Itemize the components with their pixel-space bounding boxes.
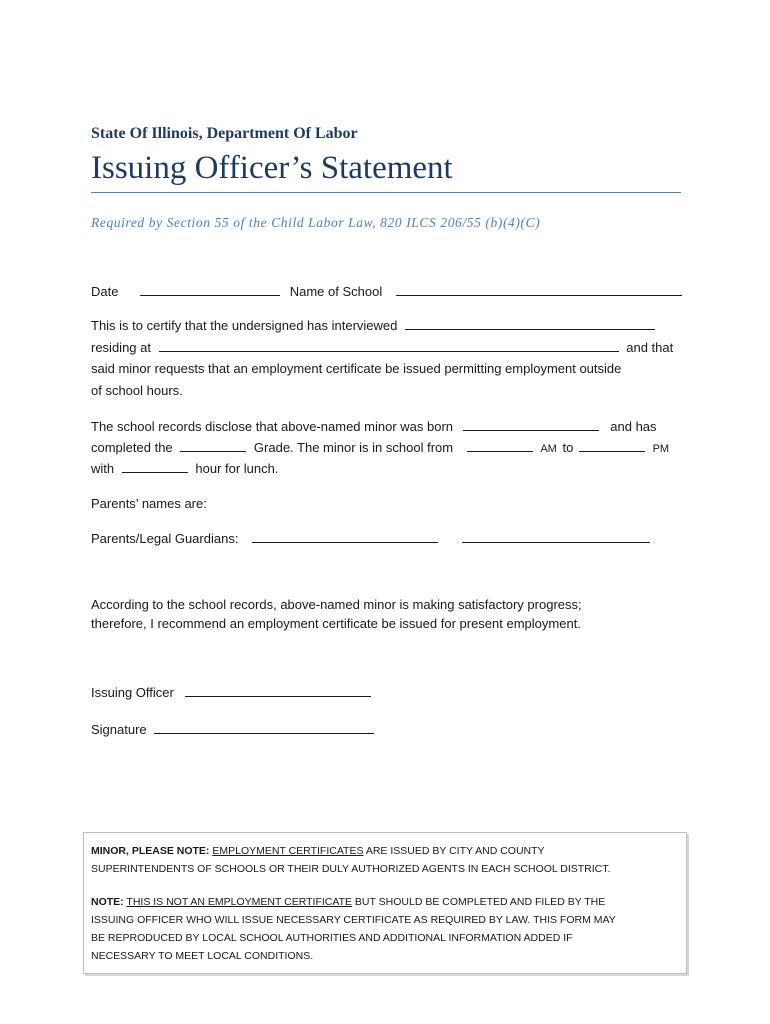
signature-label: Signature	[91, 722, 147, 737]
statute-subtitle: Required by Section 55 of the Child Labor Law, 820 ILCS 206/55 (b)(4)(C)	[91, 215, 541, 230]
officer-line	[91, 682, 371, 703]
certify-line	[91, 315, 655, 336]
school-label: Name of School	[289, 284, 383, 299]
date-field[interactable]	[140, 283, 280, 296]
and-has-text: and has	[610, 419, 657, 434]
grade-line	[91, 437, 669, 460]
birth-date-field[interactable]	[463, 418, 599, 431]
progress-line-2: therefore, I recommend an employment certificate be issued for present employment.	[91, 616, 581, 631]
to-text: to	[562, 440, 574, 455]
lunch-hour-field[interactable]	[122, 460, 188, 473]
guardian-1-field[interactable]	[252, 530, 438, 543]
records-text: The school records disclose that above-named minor was born	[91, 419, 454, 434]
residing-label: residing at	[91, 340, 151, 355]
note-label: NOTE:	[91, 896, 124, 908]
issuing-officer-field[interactable]	[185, 684, 371, 697]
date-school-row	[91, 281, 682, 302]
pm-label: PM	[652, 443, 670, 455]
parents-names-label: Parents’ names are:	[91, 496, 207, 511]
minor-note-underlined: EMPLOYMENT CERTIFICATES	[212, 845, 364, 857]
note-line-3: BE REPRODUCED BY LOCAL SCHOOL AUTHORITIES AND ADDITIONAL INFORMATION ADDED IF	[91, 932, 573, 944]
signature-line	[91, 719, 374, 740]
page-title: Issuing Officer’s Statement	[91, 150, 453, 186]
progress-line-1: According to the school records, above-named minor is making satisfactory progress;	[91, 597, 582, 612]
school-name-field[interactable]	[396, 283, 682, 296]
residing-address-field[interactable]	[159, 339, 619, 352]
with-text: with	[91, 461, 115, 476]
note-rest: BUT SHOULD BE COMPLETED AND FILED BY THE	[354, 896, 606, 908]
minor-note-line-1	[91, 842, 545, 860]
grade-text: Grade. The minor is in school from	[253, 440, 454, 455]
certify-text: This is to certify that the undersigned has interviewed	[91, 318, 398, 333]
guardians-line	[91, 528, 650, 549]
note-line-4: NECESSARY TO MEET LOCAL CONDITIONS.	[91, 950, 314, 962]
completed-the-text: completed the	[91, 440, 173, 455]
school-end-time-field[interactable]	[579, 439, 645, 452]
signature-field[interactable]	[154, 721, 374, 734]
guardians-label: Parents/Legal Guardians:	[91, 531, 239, 546]
residing-line	[91, 337, 673, 358]
minor-note-line-2: SUPERINTENDENTS OF SCHOOLS OR THEIR DULY AUTHORIZED AGENTS IN EACH SCHOOL DISTRICT.	[91, 863, 611, 875]
note-line-2: ISSUING OFFICER WHO WILL ISSUE NECESSARY CERTIFICATE AS REQUIRED BY LAW. THIS FORM MAY	[91, 914, 616, 926]
title-divider	[91, 192, 681, 193]
records-line	[91, 416, 657, 437]
note-line-1	[91, 893, 605, 911]
guardian-2-field[interactable]	[462, 530, 650, 543]
minor-name-field[interactable]	[405, 317, 655, 330]
request-line-2: of school hours.	[91, 383, 183, 398]
minor-note-label: MINOR, PLEASE NOTE:	[91, 845, 210, 857]
school-start-time-field[interactable]	[467, 439, 533, 452]
note-underlined: THIS IS NOT AN EMPLOYMENT CERTIFICATE	[126, 896, 352, 908]
and-that-text: and that	[626, 340, 674, 355]
request-line-1: said minor requests that an employment certificate be issued permitting employment outside	[91, 361, 622, 376]
lunch-text: hour for lunch.	[195, 461, 279, 476]
date-label: Date	[91, 284, 119, 299]
department-heading: State Of Illinois, Department Of Labor	[91, 125, 358, 142]
lunch-line	[91, 458, 278, 479]
officer-label: Issuing Officer	[91, 685, 174, 700]
grade-field[interactable]	[180, 439, 246, 452]
minor-note-rest: ARE ISSUED BY CITY AND COUNTY	[365, 845, 545, 857]
am-label: AM	[540, 443, 557, 455]
